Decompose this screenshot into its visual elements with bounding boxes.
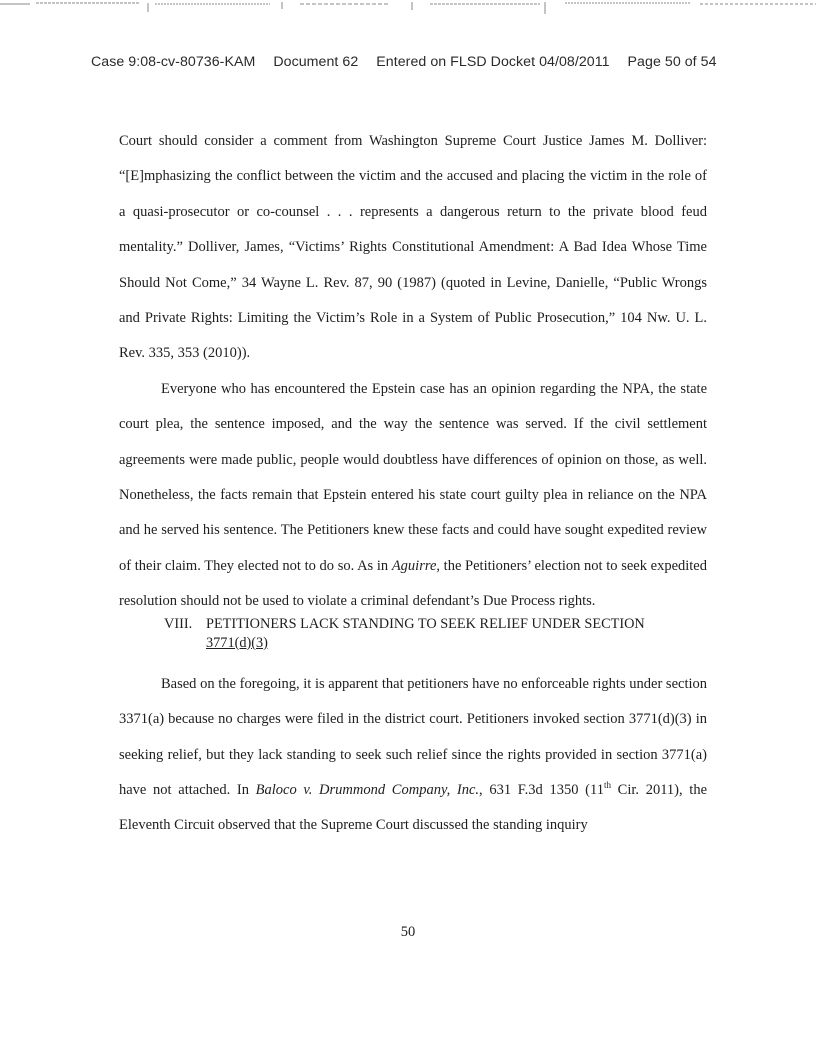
section-heading xyxy=(119,615,707,653)
paragraph-text: Based on the foregoing, it is apparent that petitioners have no enforceable rights under section 3371(a) because no charges were filed in the district court. Petitioners invoked section 3771(d)(3) in seeking relief, but they lack standing to seek such relief since the rights provided in section 3771(a) have not attached. In xyxy=(119,675,707,798)
paragraph-dolliver-quote: Court should consider a comment from Washington Supreme Court Justice James M. Dolliver: “[E]mphasizing the conflict between the victim and the accused and placing the victim in the role of a quasi-prosecutor or co-counsel . . . represents a dangerous return to the private blood feud mentality.” Dolliver, James, “Victims’ Rights Constitutional Amendment: A Bad Idea Whose Time Should Not Come,” 34 Wayne L. Rev. 87, 90 (1987) (quoted in Levine, Danielle, “Public Wrongs and Private Rights: Limiting the Victim’s Role in a System of Public Prosecution,” 104 Nw. U. L. Rev. 335, 353 (2010)). xyxy=(119,133,707,362)
ordinal-superscript: th xyxy=(603,780,611,791)
page-number: 50 xyxy=(400,924,416,940)
case-citation-baloco: Baloco v. Drummond Company, Inc. xyxy=(255,781,480,798)
section-title xyxy=(206,615,707,653)
docket-entry-date: Entered on FLSD Docket 04/08/2011 xyxy=(376,54,610,70)
document-body xyxy=(119,124,707,844)
paragraph-text: , 631 F.3d 1350 (11 xyxy=(479,781,604,798)
case-citation-aguirre: Aguirre xyxy=(391,557,437,574)
case-header xyxy=(91,54,751,70)
section-title-line: PETITIONERS LACK STANDING TO SEEK RELIEF UNDER SECTION xyxy=(206,615,645,632)
paragraph-text: Everyone who has encountered the Epstein case has an opinion regarding the NPA, the state court plea, the sentence imposed, and the way the sentence was served. If the civil settlement agreements were made public, people would doubtless have differences of opinion on those, as well. Nonetheless, the facts remain that Epstein entered his state court guilty plea in reliance on the NPA and he served his sentence. The Petitioners knew these facts and could have sought expedited review of their claim. They elected not to do so. As in xyxy=(119,380,707,574)
paragraph-standing xyxy=(119,667,707,844)
case-number: Case 9:08-cv-80736-KAM xyxy=(91,54,256,70)
section-title-statute: 3771(d)(3) xyxy=(206,634,268,651)
paragraph-epstein-case xyxy=(119,372,707,620)
document-number: Document 62 xyxy=(273,54,359,70)
page-count: Page 50 of 54 xyxy=(627,54,717,70)
scan-artifact-top xyxy=(0,0,816,14)
section-number: VIII. xyxy=(164,615,193,632)
paragraph-text: Cir. 2011), the Eleventh Circuit observed that the Supreme Court discussed the standing inquiry xyxy=(119,781,708,834)
paragraph-text: , the Petitioners’ election not to seek expedited resolution should not be used to violate a criminal defendant’s Due Process rights. xyxy=(119,557,707,610)
